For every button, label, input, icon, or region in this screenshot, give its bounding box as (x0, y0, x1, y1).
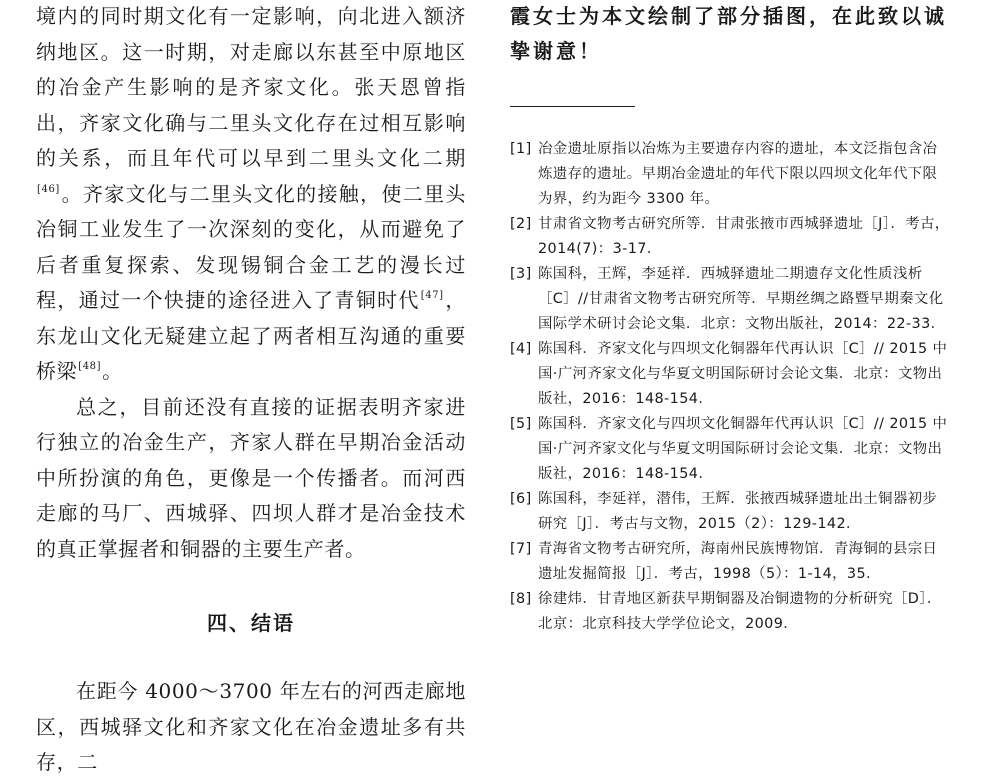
reference-number: [8] (510, 591, 532, 607)
citation-48[interactable]: [48] (78, 361, 102, 372)
reference-text: 甘肃省文物考古研究所等．甘肃张掖市西城驿遗址［J］．考古，2014(7)：3-17． (538, 216, 950, 257)
citation-46[interactable]: [46] (37, 183, 60, 195)
reference-number: [7] (510, 541, 532, 557)
reference-item (510, 337, 950, 412)
section-heading: 四、结语 (207, 611, 295, 635)
reference-item (510, 262, 950, 337)
footnote-divider (510, 106, 635, 107)
acknowledgement-text: 霞女士为本文绘制了部分插图，在此致以诚挚谢意！ (510, 4, 947, 63)
reference-item (510, 487, 950, 537)
reference-number: [2] (510, 216, 532, 232)
paragraph-text: 。齐家文化与二里头文化的接触，使二里头冶铜工业发生了一次深刻的变化，从而避免了后者重复探索、发现锡铜合金工艺的漫长过程，通过一个快捷的途径进入了青铜时代 (36, 181, 466, 312)
reference-text: 陈国科．齐家文化与四坝文化铜器年代再认识［C］// 2015 中国·广河齐家文化与华夏文明国际研讨会论文集．北京：文物出版社，2016：148-154． (538, 341, 948, 407)
reference-text: 徐建炜．甘青地区新获早期铜器及冶铜遗物的分析研究［D］．北京：北京科技大学学位论文，2009． (538, 591, 942, 632)
paragraph-text: 境内的同时期文化有一定影响，向北进入额济纳地区。这一时期，对走廊以东甚至中原地区的冶金产生影响的是齐家文化。张天恩曾指出，齐家文化确与二里头文化存在过相互影响的关系，而且年代可以早到二里头文化二期 (36, 4, 466, 170)
reference-item (510, 587, 950, 637)
reference-text: 陈国科，李延祥，潜伟，王辉．张掖西城驿遗址出土铜器初步研究［J］．考古与文物，2015（2）：129-142． (538, 491, 938, 532)
body-paragraph-3: 在距今 4000～3700 年左右的河西走廊地区，西城驿文化和齐家文化在冶金遗址多有共存，二 (36, 679, 466, 774)
body-paragraph-1 (36, 0, 466, 390)
reference-text: 陈国科．齐家文化与四坝文化铜器年代再认识［C］// 2015 中国·广河齐家文化与华夏文明国际研讨会论文集．北京：文物出版社，2016：148-154． (538, 416, 948, 482)
reference-item (510, 212, 950, 262)
reference-number: [5] (510, 416, 532, 432)
paragraph-text: 。 (102, 359, 123, 383)
citation-47[interactable]: [47] (420, 290, 444, 301)
body-paragraph-2: 总之，目前还没有直接的证据表明齐家进行独立的冶金生产，齐家人群在早期冶金活动中所扮演的角色，更像是一个传播者。而河西走廊的马厂、西城驿、四坝人群才是冶金技术的真正掌握者和铜器的主要生产者。 (36, 394, 466, 561)
reference-text: 冶金遗址原指以冶炼为主要遗存内容的遗址，本文泛指包含冶炼遗存的遗址。早期冶金遗址的年代下限以四坝文化年代下限为界，约为距今 3300 年。 (538, 141, 938, 207)
right-column (510, 0, 950, 637)
reference-item (510, 537, 950, 587)
reference-number: [4] (510, 341, 532, 357)
reference-text: 青海省文物考古研究所，海南州民族博物馆．青海铜的县宗日遗址发掘简报［J］．考古，1998（5）：1-14，35． (538, 541, 938, 582)
reference-item (510, 412, 950, 487)
reference-number: [1] (510, 141, 532, 157)
reference-text: 陈国科，王辉，李延祥．西城驿遗址二期遗存文化性质浅析［C］//甘肃省文物考古研究所等．早期丝绸之路暨早期秦文化国际学术研讨会论文集．北京：文物出版社，2014：22-33． (538, 266, 946, 332)
reference-number: [6] (510, 491, 532, 507)
reference-item (510, 137, 950, 212)
reference-list (510, 137, 950, 637)
left-column (36, 0, 466, 781)
paragraph-text: ，东龙山文化无疑建立起了两者相互沟通的重要桥梁 (36, 288, 466, 383)
reference-number: [3] (510, 266, 532, 282)
